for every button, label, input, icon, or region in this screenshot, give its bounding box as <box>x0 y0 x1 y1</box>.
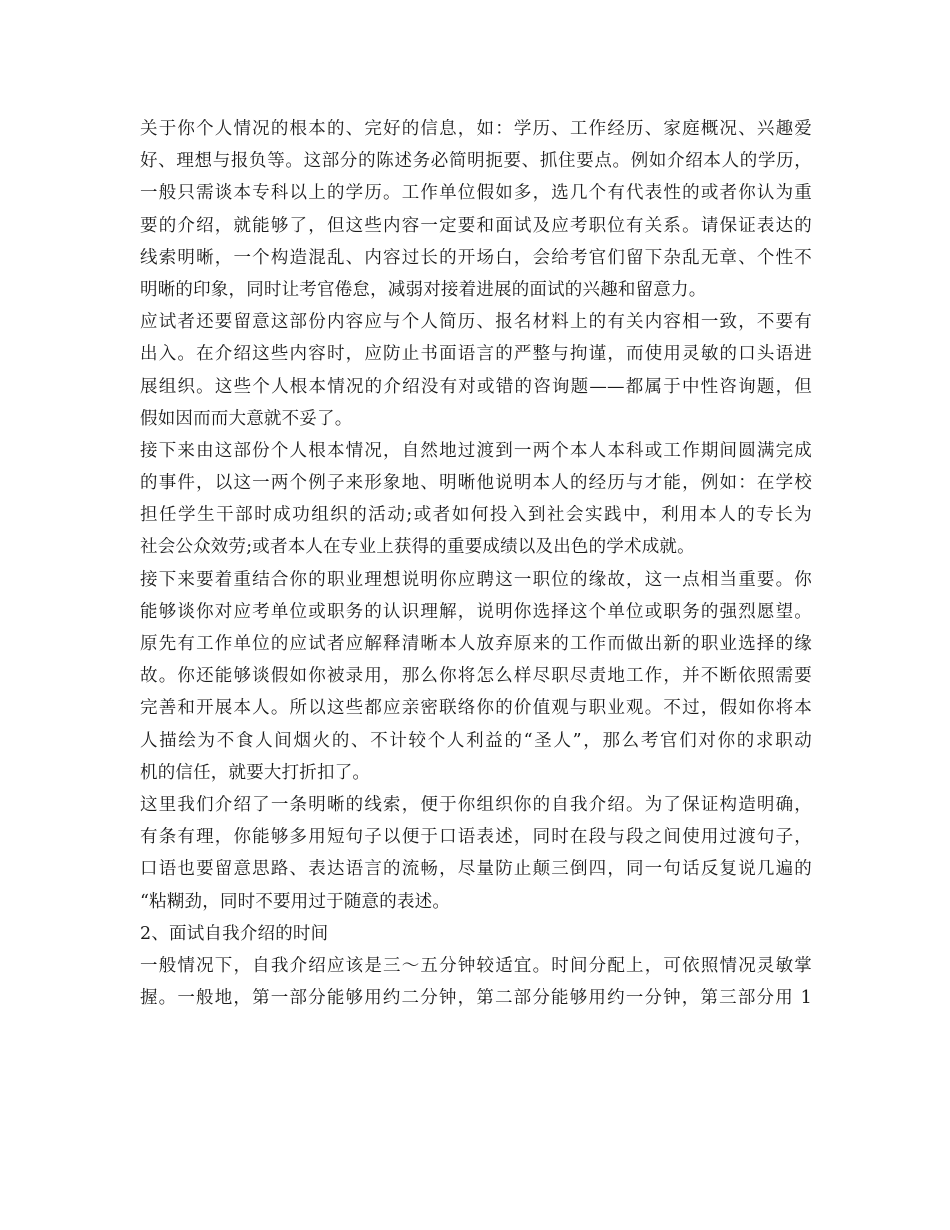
text-line: 一般只需谈本专科以上的学历。工作单位假如多，选几个有代表性的或者你认为重 <box>140 183 812 204</box>
text-line: 担任学生干部时成功组织的活动;或者如何投入到社会实践中，利用本人的专长为 <box>140 505 812 526</box>
text-line: 能够谈你对应考单位或职务的认识理解，说明你选择这个单位或职务的强烈愿望。 <box>140 601 812 622</box>
text-line: 机的信任，就要大打折扣了。 <box>140 762 371 783</box>
text-line: 一般情况下，自我介绍应该是三～五分钟较适宜。时间分配上，可依照情况灵敏掌 <box>140 955 812 976</box>
text-line: 明晰的印象，同时让考官倦怠，减弱对接着进展的面试的兴趣和留意力。 <box>140 279 707 300</box>
text-line: 线索明晰，一个构造混乱、内容过长的开场白，会给考官们留下杂乱无章、个性不 <box>140 247 812 268</box>
text-line: 原先有工作单位的应试者应解释清晰本人放弃原来的工作而做出新的职业选择的缘 <box>140 634 812 654</box>
text-line: 2、面试自我介绍的时间 <box>140 923 329 944</box>
text-line: 好、理想与报负等。这部分的陈述务必简明扼要、抓住要点。例如介绍本人的学历， <box>140 151 812 172</box>
text-line: 社会公众效劳;或者本人在专业上获得的重要成绩以及出色的学术成就。 <box>140 537 695 558</box>
text-line: 的事件，以这一两个例子来形象地、明晰他说明本人的经历与才能，例如：在学校 <box>140 473 812 494</box>
text-line: 关于你个人情况的根本的、完好的信息，如：学历、工作经历、家庭概况、兴趣爱 <box>140 119 812 139</box>
text-line: 有条有理，你能够多用短句子以便于口语表述，同时在段与段之间使用过渡句子， <box>140 827 812 848</box>
text-line: 展组织。这些个人根本情况的介绍没有对或错的咨询题——都属于中性咨询题，但 <box>140 376 812 397</box>
text-line: 出入。在介绍这些内容时，应防止书面语言的严整与拘谨，而使用灵敏的口头语进 <box>140 344 812 365</box>
text-line: 要的介绍，就能够了，但这些内容一定要和面试及应考职位有关系。请保证表达的 <box>140 215 812 236</box>
text-line: 故。你还能够谈假如你被录用，那么你将怎么样尽职尽责地工作，并不断依照需要 <box>140 666 812 687</box>
text-line: “粘糊劲，同时不要用过于随意的表述。 <box>140 891 451 912</box>
text-line: 接下来由这部份个人根本情况，自然地过渡到一两个本人本科或工作期间圆满完成 <box>140 440 812 461</box>
text-line: 接下来要着重结合你的职业理想说明你应聘这一职位的缘故，这一点相当重要。你 <box>140 569 812 590</box>
text-line: 口语也要留意思路、表达语言的流畅，尽量防止颠三倒四，同一句话反复说几遍的 <box>140 859 812 880</box>
text-line: 应试者还要留意这部份内容应与个人简历、报名材料上的有关内容相一致，不要有 <box>140 312 812 333</box>
text-line: 人描绘为不食人间烟火的、不计较个人利益的“圣人”，那么考官们对你的求职动 <box>140 730 812 751</box>
document-body <box>140 113 812 1014</box>
text-line: 这里我们介绍了一条明晰的线索，便于你组织你的自我介绍。为了保证构造明确， <box>140 794 812 815</box>
text-line: 握。一般地，第一部分能够用约二分钟，第二部分能够用约一分钟，第三部分用 1 <box>140 988 812 1009</box>
text-line: 完善和开展本人。所以这些都应亲密联络你的价值观与职业观。不过，假如你将本 <box>140 698 812 719</box>
text-line: 假如因而而大意就不妥了。 <box>140 408 353 429</box>
